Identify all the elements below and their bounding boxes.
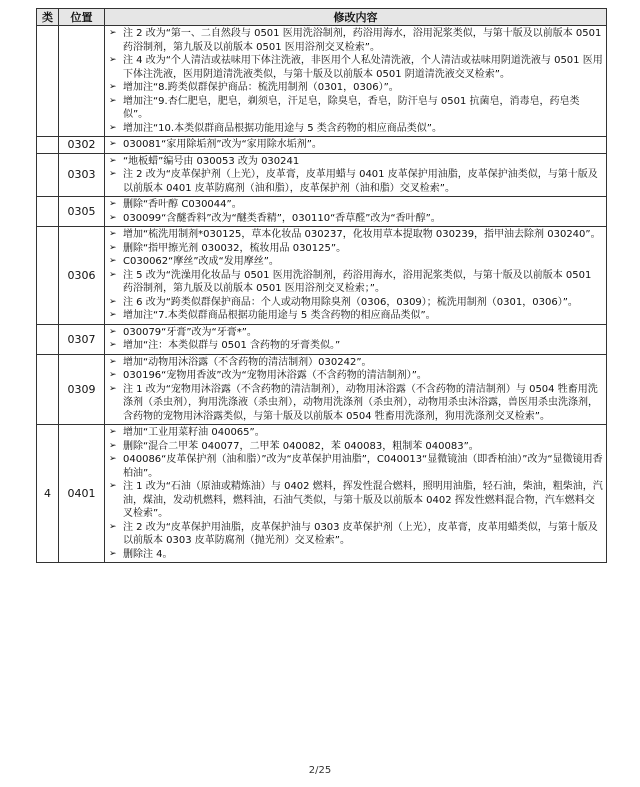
revision-entry <box>109 155 603 169</box>
revision-entry <box>109 81 603 95</box>
bullet-arrow-icon: ➢ <box>109 122 117 133</box>
table-row <box>37 425 607 563</box>
bullet-arrow-icon: ➢ <box>109 199 117 209</box>
content-cell <box>105 137 607 154</box>
position-cell: 0307 <box>59 324 105 354</box>
content-cell <box>105 324 607 354</box>
revision-entry <box>109 212 603 226</box>
entry-text: 注 1 改为“宠物用沐浴露（不含药物的清洁制剂），动物用沐浴露（不含药物的清洁制剂）与 0504 牲畜用洗涤剂（杀虫剂），狗用洗涤液（杀虫剂），动物用洗涤剂（杀虫剂），动物用杀虫沐浴露，兽医用杀虫洗涤剂，含药物的宠物用沐浴露类似，与第十版及以前版本 0504 牲畜用洗涤剂，狗用洗涤剂交叉检索”。 <box>123 383 598 422</box>
bullet-arrow-icon: ➢ <box>109 256 117 266</box>
class-cell <box>37 26 59 137</box>
entry-text: 注 4 改为“个人清洁或祛味用下体注洗液，非医用个人私处清洗液，个人清洁或祛味用阴道洗液与 0501 医用下体注洗液，医用阴道清洗液类似，与第十版及以前版本 0501 阴道清洗液交叉检索”。 <box>123 55 603 80</box>
entry-text: C030062“摩丝”改成“发用摩丝”。 <box>123 256 279 267</box>
entry-text: 增加“注：本类似群与 0501 含药物的牙膏类似。” <box>123 340 341 351</box>
content-cell <box>105 425 607 563</box>
header-class: 类 <box>37 9 59 26</box>
table-row <box>37 197 607 227</box>
bullet-arrow-icon: ➢ <box>109 548 117 559</box>
bullet-arrow-icon: ➢ <box>109 326 117 337</box>
bullet-arrow-icon: ➢ <box>109 155 117 166</box>
revision-entry <box>109 198 603 212</box>
bullet-arrow-icon: ➢ <box>109 481 117 491</box>
revision-table <box>36 8 607 563</box>
bullet-arrow-icon: ➢ <box>109 28 117 38</box>
revision-entry <box>109 440 603 454</box>
revision-entry <box>109 426 603 440</box>
entry-text: 注 2 改为“皮革保护用油脂，皮革保护油与 0303 皮革保护剂（上光），皮革膏，皮革用蜡类似，与第十版及以前版本 0303 皮革防腐剂（抛光剂）交叉检索”。 <box>123 521 598 546</box>
entry-text: 注 2 改为“第一、二自然段与 0501 医用洗浴制剂，药浴用海水，浴用泥浆类似，与第十版及以前版本 0501 药浴制剂，第九版及以前版本 0501 医用浴剂交叉检索”。 <box>123 28 602 53</box>
entry-text: 删除“香叶醇 C030044”。 <box>123 199 242 210</box>
table-body <box>37 26 607 563</box>
class-cell <box>37 227 59 325</box>
entry-text: 增加注“10.本类似群商品根据功能用途与 5 类含药物的相应商品类似”。 <box>123 122 442 134</box>
revision-entry <box>109 453 603 480</box>
revision-entry <box>109 521 603 548</box>
entry-text: 增加“工业用菜籽油 040065”。 <box>123 427 265 438</box>
entry-text: 增加“梳洗用制剂*030125，草本化妆品 030237，化妆用草本提取物 030239，指甲油去除剂 030240”。 <box>123 229 601 240</box>
entry-text: 增加“动物用沐浴露（不含药物的清洁制剂）030242”。 <box>123 356 372 368</box>
bullet-arrow-icon: ➢ <box>109 82 117 92</box>
revision-entry <box>109 27 603 54</box>
table-row <box>37 26 607 137</box>
revision-entry <box>109 54 603 81</box>
revision-entry <box>109 339 603 353</box>
entry-text: 注 2 改为“皮革保护剂（上光），皮革膏，皮革用蜡与 0401 皮革保护用油脂，皮革保护油类似，与第十版及以前版本 0401 皮革防腐剂（油和脂），皮革保护剂（油和脂）交叉检索”。 <box>123 169 598 194</box>
position-cell <box>59 26 105 137</box>
bullet-arrow-icon: ➢ <box>109 229 117 239</box>
entry-text: 注 1 改为“石油（原油或精炼油）与 0402 燃料，挥发性混合燃料，照明用油脂，轻石油，柴油，粗柴油，汽油，煤油，发动机燃料，燃料油，石油气类似，与第十版及以前版本 0402 挥发性燃料混合物，汽车燃料交叉检索”。 <box>123 481 603 519</box>
class-cell <box>37 153 59 197</box>
table-row <box>37 354 607 425</box>
revision-entry <box>109 326 603 340</box>
class-cell <box>37 137 59 154</box>
bullet-arrow-icon: ➢ <box>109 310 117 320</box>
bullet-arrow-icon: ➢ <box>109 55 117 65</box>
bullet-arrow-icon: ➢ <box>109 242 117 253</box>
revision-entry <box>109 242 603 256</box>
content-cell <box>105 26 607 137</box>
bullet-arrow-icon: ➢ <box>109 139 117 149</box>
position-cell: 0303 <box>59 153 105 197</box>
class-cell <box>37 197 59 227</box>
position-cell: 0309 <box>59 354 105 425</box>
content-cell <box>105 227 607 325</box>
entry-text: 增加注“7.本类似群商品根据功能用途与 5 类含药物的相应商品类似”。 <box>123 310 436 321</box>
revision-entry <box>109 255 603 269</box>
revision-entry <box>109 480 603 521</box>
table-row <box>37 324 607 354</box>
revision-entry <box>109 228 603 242</box>
bullet-arrow-icon: ➢ <box>109 356 117 367</box>
bullet-arrow-icon: ➢ <box>109 440 117 451</box>
table-header-row <box>37 9 607 26</box>
header-content: 修改内容 <box>105 9 607 26</box>
entry-text: “地板蜡”编号由 030053 改为 030241 <box>123 155 300 167</box>
entry-text: 030196“宠物用香波”改为“宠物用沐浴露（不含药物的清洁制剂）”。 <box>123 370 427 381</box>
bullet-arrow-icon: ➢ <box>109 454 117 464</box>
revision-entry <box>109 369 603 383</box>
bullet-arrow-icon: ➢ <box>109 340 117 350</box>
revision-entry <box>109 296 603 310</box>
revision-entry <box>109 122 603 136</box>
entry-text: 增加注“8.跨类似群保护商品：梳洗用制剂（0301，0306）”。 <box>123 82 399 93</box>
position-cell: 0401 <box>59 425 105 563</box>
bullet-arrow-icon: ➢ <box>109 269 117 280</box>
bullet-arrow-icon: ➢ <box>109 95 117 106</box>
table-row <box>37 227 607 325</box>
revision-entry <box>109 168 603 195</box>
entry-text: 增加注“9.杏仁肥皂，肥皂，剃须皂，汗足皂，除臭皂，香皂，防汗皂与 0501 抗菌皂，消毒皂，药皂类似”。 <box>123 95 580 120</box>
bullet-arrow-icon: ➢ <box>109 370 117 380</box>
table-row <box>37 137 607 154</box>
content-cell <box>105 354 607 425</box>
bullet-arrow-icon: ➢ <box>109 169 117 179</box>
entry-text: 删除“指甲擦光剂 030032，梳妆用品 030125”。 <box>123 242 347 254</box>
content-cell <box>105 197 607 227</box>
entry-text: 030099“含醚香料”改为“醚类香精”，030110“香草醛”改为“香叶醇”。 <box>123 212 441 224</box>
revision-entry <box>109 356 603 370</box>
bullet-arrow-icon: ➢ <box>109 212 117 223</box>
position-cell: 0305 <box>59 197 105 227</box>
class-cell <box>37 324 59 354</box>
revision-entry <box>109 269 603 296</box>
entry-text: 030081“家用除垢剂”改为“家用除水垢剂”。 <box>123 139 322 150</box>
revision-entry <box>109 548 603 562</box>
bullet-arrow-icon: ➢ <box>109 383 117 394</box>
bullet-arrow-icon: ➢ <box>109 521 117 532</box>
revision-entry <box>109 138 603 152</box>
revision-entry <box>109 95 603 122</box>
class-cell: 4 <box>37 425 59 563</box>
revision-entry <box>109 383 603 424</box>
header-position: 位置 <box>59 9 105 26</box>
entry-text: 删除注 4。 <box>123 548 173 560</box>
page-number: 2/25 <box>308 765 332 776</box>
entry-text: 注 6 改为“跨类似群保护商品：个人或动物用除臭剂（0306，0309）；梳洗用制剂（0301，0306）”。 <box>123 296 578 308</box>
position-cell: 0306 <box>59 227 105 325</box>
revision-entry <box>109 309 603 323</box>
entry-text: 删除“混合二甲苯 040077，二甲苯 040082，苯 040083，粗制苯 040083”。 <box>123 440 479 452</box>
position-cell: 0302 <box>59 137 105 154</box>
entry-text: 040086“皮革保护剂（油和脂）”改为“皮革保护用油脂”，C040013“显微镜油（即香柏油）”改为“显微镜用香柏油”。 <box>123 454 603 479</box>
table-row <box>37 153 607 197</box>
entry-text: 注 5 改为“洗澡用化妆品与 0501 医用洗浴制剂，药浴用海水，浴用泥浆类似，与第十版及以前版本 0501 药浴制剂，第九版及以前版本 0501 医用浴剂交叉检索；”。 <box>123 269 592 294</box>
bullet-arrow-icon: ➢ <box>109 296 117 307</box>
bullet-arrow-icon: ➢ <box>109 427 117 437</box>
content-cell <box>105 153 607 197</box>
class-cell <box>37 354 59 425</box>
entry-text: 030079“牙膏”改为“牙膏*”。 <box>123 326 257 338</box>
